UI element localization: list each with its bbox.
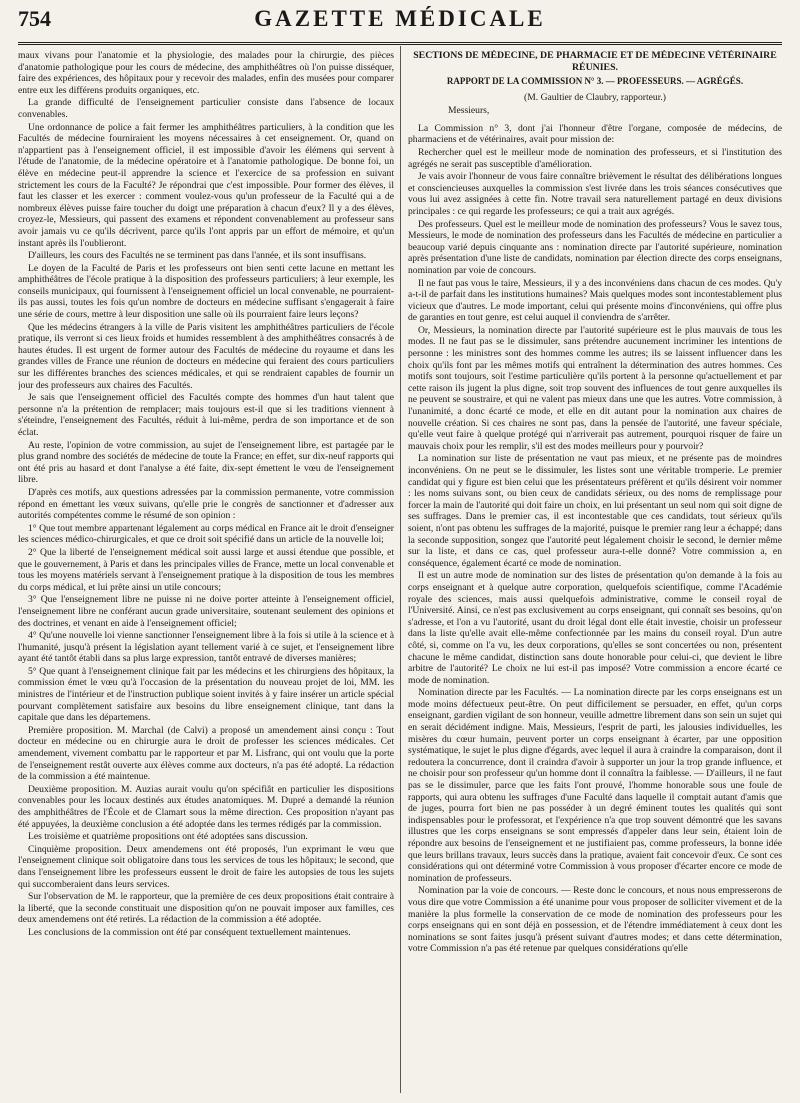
rapporteur-line: (M. Gaultier de Claubry, rapporteur.) <box>524 91 666 103</box>
header-rule <box>18 42 782 45</box>
salutation: Messieurs, <box>448 105 490 117</box>
paragraph: Il ne faut pas vous le taire, Messieurs, il y a des inconvéniens dans chacun de ces modes. Qu'y a-t-il de parfait dans les institutions humaines? Mais quelques modes sont incontestablement plus vicieux que d'autres. Le mode important, celui qui présente moins d'inconvéniens, qui offre plus de garanties en tout genre, est celui auquel il conviendra de s'arrêter. <box>408 277 782 324</box>
paragraph: maux vivans pour l'anatomie et la physiologie, des malades pour la chirurgie, des pièces d'anatomie pathologique pour les cours de médecine, des amphithéâtres où l'on puisse disséquer, faire des expériences, des hôpitaux pour y recevoir des malades, enfin des musées pour comparer entre eux les différens produits organiques, etc. <box>18 50 394 96</box>
paragraph: La Commission n° 3, dont j'ai l'honneur d'être l'organe, composée de médecins, de pharmaciens et de vétérinaires, avait pour mission de: <box>408 122 782 146</box>
paragraph: Sur l'observation de M. le rapporteur, que la première de ces deux propositions était contraire à la liberté, que la seconde constituait une disposition qu'on ne pouvait imposer aux familles, ces deux amendemens ont été retirés. La rédaction de la commission a été adoptée. <box>18 891 394 926</box>
paragraph: D'après ces motifs, aux questions adressées par la commission permanente, votre commission répond en émettant les vœux suivans, qu'elle prie le congrès de sanctionner et d'adresser aux autorités compétentes comme le résumé de son opinion : <box>18 486 394 522</box>
section-title: SECTIONS DE MÉDECINE, DE PHARMACIE ET DE MÉDECINE VÉTÉRINAIRE RÉUNIES. <box>413 50 777 73</box>
paragraph: Une ordonnance de police a fait fermer les amphithéâtres particuliers, à la condition que les Facultés de médecine fourniraient les moyens nécessaires à cet enseignement. Or, quand on n'appartient pas à l'enseignement officiel, il est impossible d'avoir les élémens qui servent à l'étude de l'anatomie, de la médecine opératoire et à l'anatomie pathologique. De bonne foi, un élève en médecine peut-il apprendre la science et l'exercice de sa profession en suivant strictement les cours de la Faculté? Je répondrai que c'est impossible. Pour former des élèves, il faut les classer et les exercer : comment voulez-vous qu'un professeur de la Faculté qui a de nombreux élèves puisse faire toucher du doigt une préparation à chacun d'eux? Il y a des élèves, croyez-le, Messieurs, qui passent des examens et répondent convenablement au professeur sans avoir jamais vu ce qu'ils décrivent, parce qu'ils l'ont appris par un effort de mémoire, et qu'un instant après ils l'oublieront. <box>18 121 394 249</box>
paragraph: Des professeurs. Quel est le meilleur mode de nomination des professeurs? Vous le savez tous, Messieurs, le mode de nomination des professeurs dans les Facultés de médecine en particulier a beaucoup varié depuis cinquante ans : nomination directe par l'autorité supérieure, nomination après présentation d'une liste de candidats, nomination par élection directe des corps enseignans, nomination par voie de concours. <box>408 218 782 276</box>
paragraph: Les troisième et quatrième propositions ont été adoptées sans discussion. <box>28 831 308 843</box>
paragraph: Nomination directe par les Facultés. — La nomination directe par les corps enseignans est un mode moins défectueux peut-être. On peut difficilement se persuader, en effet, qu'un corps enseignant, gardien vigilant de son honneur, veuille admettre librement dans son sein un sujet qui en serait décidément indigne. Mais, Messieurs, l'esprit de parti, les jalousies individuelles, les misères du cœur humain, peuvent porter un corps enseignant à écarter, par une opposition systématique, le sujet le plus digne d'égards, avec lequel il aura à craindre la comparaison, dont il redoutera la concurrence, dont il craindra d'avoir à supporter un jour la trop grande influence, et ne choisir pour son professeur qu'un homme dont il connaîtra la faiblesse. — D'ailleurs, il ne faut pas se le dissimuler, parce que les faits l'ont prouvé, l'homme honorable sous une foule de rapports, qui aura obtenu les suffrages d'une Faculté dans laquelle il comptait autant d'amis que de juges, pourra fort bien ne pas posséder à un degré éminent toutes les qualités qui sont indispensables pour le professorat, et l'expérience n'a que trop souvent démontré que les savans illustres que les corps enseignans se sont empressés d'appeler dans leur sein, étaient loin de répondre aux besoins de l'enseignement et ne justifiaient pas, comme professeurs, la bonne idée que leurs brillans travaux, leurs succès dans la pratique, avaient fait concevoir d'eux. Ce sont ces considérations qui ont déterminé votre Commission à vous proposer d'écarter encore ce mode de nomination de professeurs. <box>408 687 782 884</box>
paragraph: D'ailleurs, les cours des Facultés ne se terminent pas dans l'année, et ils sont insuffisans. <box>28 250 367 262</box>
journal-title: GAZETTE MÉDICALE <box>254 6 546 31</box>
resolution-item: 3° Que l'enseignement libre ne puisse ni ne doive porter atteinte à l'enseignement officiel, l'enseignement libre ne conférant aucun grade universitaire, soutenant seulement des opinions et des doctrines, et venant en aide à l'enseignement officiel; <box>18 594 394 629</box>
left-column <box>18 50 394 1093</box>
report-title: RAPPORT DE LA COMMISSION N° 3. — PROFESSEURS. — AGRÉGÉS. <box>446 76 744 86</box>
paragraph: Première proposition. M. Marchal (de Calvi) a proposé un amendement ainsi conçu : Tout docteur en médecine ou en chirurgie aura le droit de professer les sciences médicales. Cet amendement, vivement combattu par le rapporteur et par M. Lisfranc, qui ont voulu que la porte de l'enseignement restât ouverte aux élèves comme aux docteurs, n'a pas été adopté. La rédaction de la commission a été maintenue. <box>18 724 394 783</box>
paragraph: Nomination par la voie de concours. — Reste donc le concours, et nous nous empresserons de vous dire que votre Commission a été unanime pour vous proposer de solliciter vivement et de la manière la plus formelle la conservation de ce mode de nomination des professeurs pour les corps enseignans qui en sont déjà en possession, et de l'étendre immédiatement à ceux dont les nominations se sont faites jusqu'à présent suivant d'autres modes; et dans cette détermination, votre Commission n'a pas été retenue par quelques considérations qu'elle <box>408 885 782 955</box>
column-divider <box>400 46 401 1093</box>
paragraph: La grande difficulté de l'enseignement particulier consiste dans l'absence de locaux convenables. <box>18 97 394 120</box>
resolution-item: 2° Que la liberté de l'enseignement médical soit aussi large et aussi étendue que possible, et que le gouvernement, à Paris et dans les principales villes de France, mette un local convenable et tous les moyens matériels servant à l'enseignement pratique à la disposition de tous les membres du corps médical, et lui prête ainsi un utile concours; <box>18 546 394 593</box>
paragraph: Je vais avoir l'honneur de vous faire connaître brièvement le résultat des délibérations longues et consciencieuses auxquelles la commission s'est livrée dans les trois séances consécutives que vous lui avez assignées à cette fin. Notre travail sera naturellement partagé en deux divisions principales : ce qui regarde les professeurs; ce qui a trait aux agrégés. <box>408 171 782 217</box>
resolution-item: 4° Qu'une nouvelle loi vienne sanctionner l'enseignement libre à la fois si utile à la science et à l'humanité, jusqu'à présent la législation ayant tellement varié à ce sujet, et l'enseignement libre ayant été tantôt établi dans sa plus large expression, tantôt entravé de diverses manières; <box>18 630 394 665</box>
paragraph: Je sais que l'enseignement officiel des Facultés compte des hommes d'un haut talent que personne n'a la prétention de remplacer; mais toujours est-il que si les traditions viennent à s'éteindre, l'enseignement des Facultés, réduit à lui-même, perdra de son importance et de son éclat. <box>18 392 394 438</box>
paragraph: La nomination sur liste de présentation ne vaut pas mieux, et ne présente pas de moindres inconvéniens. On ne peut se le dissimuler, les listes sont une véritable tromperie. Le premier candidat qui y figure est bien celui que les présentateurs préfèrent et qu'ils désirent voir nommer : les noms suivans sont, ou bien ceux de candidats sérieux, ou des noms de remplissage pour forcer la main de l'autorité qui doit faire un choix, en lui présentant un seul nom qui soit digne de ses suffrages. Dans le premier cas, il est incontestable que ces candidats, tout sérieux qu'ils soient, n'ont pas obtenu les suffrages de la majorité, puisque le premier rang leur a échappé; dans la seconde supposition, songez que l'autorité peut légalement choisir le second, le dernier même sur la liste, et dans ce cas, quel professeur aura-t-elle donné? Votre commission a, en conséquence, également écarté ce mode de nomination. <box>408 453 782 569</box>
right-column <box>408 50 782 1093</box>
paragraph: Au reste, l'opinion de votre commission, au sujet de l'enseignement libre, est partagée par le plus grand nombre des sociétés de médecine de toute la France; en effet, sur dix-neuf rapports qui ont été pris au hasard et dont l'analyse a été faite, dix-sept émettent le vœu de l'enseignement libre. <box>18 439 394 486</box>
paragraph: Or, Messieurs, la nomination directe par l'autorité supérieure est le plus mauvais de tous les modes. Il ne faut pas se le dissimuler, sans prétendre aucunement incriminer les intentions de personne : les ministres sont des hommes comme les autres; ils se laissent influencer dans les choix qu'ils font par les mêmes motifs qui entraînent la détermination des autres hommes. Ces motifs sont toujours, soit l'estime particulière qu'ils portent à la personne qu'actuellement et par cette raison ils jugent la plus digne, soit trop souvent des influences de tout genre auxquelles ils ne peuvent se soustraire, et qui ne valent pas mieux dans une que les autres. Votre commission, à l'unanimité, a donc écarté ce mode, et elle en dit autant pour la nomination aux chaires de nouvelle création. Si ces chaires ne sont pas, dans la pensée de l'autorité, une faveur spéciale, qu'elle veut faire à quelque protégé qui n'arriverait pas autrement, pourquoi risquer de faire un mauvais choix pour les remplir, s'il est des modes meilleurs pour y pourvoir? <box>408 324 782 452</box>
paragraph: Le doyen de la Faculté de Paris et les professeurs ont bien senti cette lacune en mettant les amphithéâtres de l'école pratique à la disposition des professeurs particuliers; à leur exemple, les conseils municipaux, qui fournissent à l'enseignement officiel un local convenable, ne pourraient-ils pas aussi, toutes les fois qu'un nombre de docteurs en médecine suffisant s'engagerait à faire une série de cours, mettre à leur disposition une salle où ils pourraient faire leurs leçons? <box>18 262 394 321</box>
resolution-item: 5° Que quant à l'enseignement clinique fait par les médecins et les chirurgiens des hôpitaux, la commission émet le vœu qu'à l'occasion de la présentation du nouveau projet de loi, MM. les ministres de l'intérieur et de l'instruction publique soient invités à y faire insérer un article spécial pourvant complètement satisfaire aux besoins du libre enseignement clinique, tant dans la capitale que dans les départemens. <box>18 665 394 724</box>
paragraph: Cinquième proposition. Deux amendemens ont été proposés, l'un exprimant le vœu que l'enseignement clinique soit obligatoire dans tous les services de tous les hôpitaux; le second, que dans l'enseignement libre les professeurs eussent le droit de faire les autopsies de tous les sujets qui succomberaient dans leurs services. <box>18 843 394 890</box>
page-number: 754 <box>18 6 51 31</box>
paragraph: Rechercher quel est le meilleur mode de nomination des professeurs, et si l'institution des agrégés ne serait pas susceptible d'amélioration. <box>408 146 782 170</box>
paragraph: Deuxième proposition. M. Auzias aurait voulu qu'on spécifiât en particulier les dispositions convenables pour les locaux destinés aux études anatomiques. M. Dupré a demandé la réunion des amphithéâtres de l'École et de Clamart sous la même direction. Ces proposition n'ayant pas été appuyées, la deuxième conclusion a été adoptée dans les termes rédigés par la commission. <box>18 783 394 830</box>
resolution-item: 1° Que tout membre appartenant légalement au corps médical en France ait le droit d'enseigner les sciences médico-chirurgicales, et que ce droit soit spécifié dans un article de la nouvelle loi; <box>18 522 394 546</box>
paragraph: Les conclusions de la commission ont été par conséquent textuellement maintenues. <box>28 926 351 938</box>
paragraph: Il est un autre mode de nomination sur des listes de présentation qu'on demande à la fois au corps enseignant et à quelque autre corporation, quelquefois scientifique, comme l'Académie royale des sciences, mais aussi quelquefois administrative, comme le conseil royal de l'Université. Ainsi, ce n'est pas exclusivement au corps enseignant, qui connaît ses besoins, qu'on s'adresse, et l'on a vu l'autorité, usant du droit légal dont elle était investie, choisir un professeur dans la liste qu'elle avait elle-même confectionnée par les mains du conseil royal. D'un autre côté, si, comme on l'a vu, les deux corporations, qu'elles se sont concertées ou non, présentent chacune le même candidat, distinction sans doute honorable pour celui-ci, que devient le libre arbitre de l'autorité? Le choix ne lui est-il pas imposé? Votre commission a encore écarté ce mode de nomination. <box>408 570 782 686</box>
paragraph: Que les médecins étrangers à la ville de Paris visitent les amphithéâtres particuliers de l'école pratique, ils verront si ces lieux froids et humides ressemblent à des amphithéâtres consacrés à de hautes études. Il est urgent de former autour des Facultés de médecine du royaume et dans les grandes villes de France une réunion de docteurs en médecine qui feraient des cours particuliers sur les différentes branches des sciences médicales, et qui se rendraient capables de fournir un jour des professeurs aux chaires des Facultés. <box>18 321 394 391</box>
page-header <box>18 6 782 40</box>
